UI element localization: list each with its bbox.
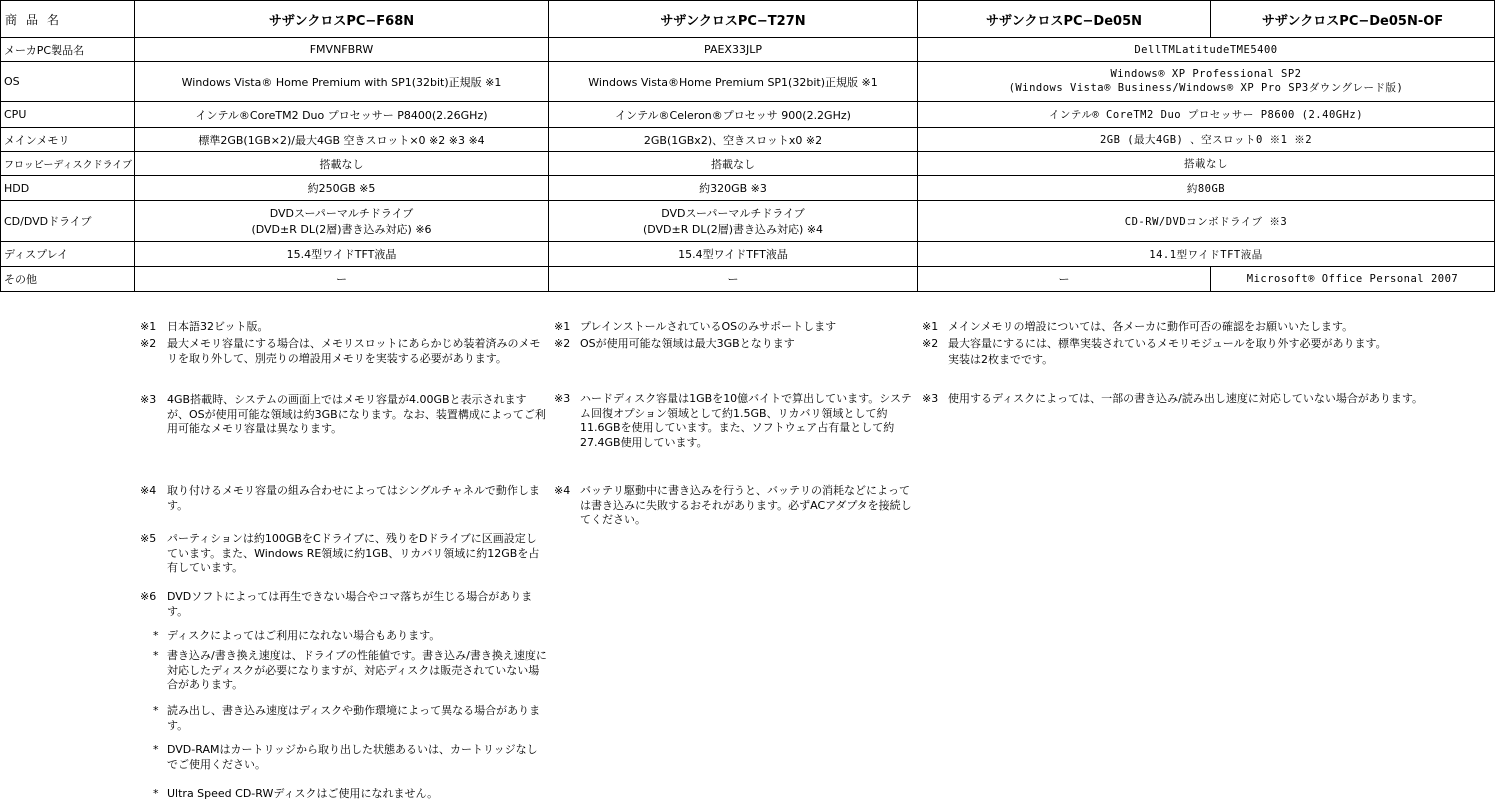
row-label: ディスプレイ xyxy=(1,242,135,267)
note-text: 取り付けるメモリ容量の組み合わせによってはシングルチャネルで動作します。 xyxy=(167,484,540,512)
row-memory xyxy=(1,128,1495,152)
cell: 搭載なし xyxy=(918,152,1495,176)
cell: インテル® CoreTM2 Duo プロセッサー P8600 (2.40GHz) xyxy=(918,102,1495,128)
note-mark: * xyxy=(153,649,159,662)
cell: ー xyxy=(549,267,918,292)
note-mark: ※2 xyxy=(922,337,939,350)
cell: 約320GB ※3 xyxy=(549,176,918,201)
note-mark: ※1 xyxy=(922,320,939,333)
cell: 15.4型ワイドTFT液晶 xyxy=(549,242,918,267)
row-hdd xyxy=(1,176,1495,201)
note-text: 実装は2枚までです。 xyxy=(948,353,1054,366)
cell: Windows Vista® Home Premium with SP1(32bit)正規版 ※1 xyxy=(135,62,549,102)
note-text: Ultra Speed CD-RWディスクはご使用になれません。 xyxy=(167,787,439,800)
note-text: 使用するディスクによっては、一部の書き込み/読み出し速度に対応していない場合があります。 xyxy=(948,392,1423,405)
product-f68n: サザンクロスPC−F68N xyxy=(135,1,549,38)
row-label: メインメモリ xyxy=(1,128,135,152)
note-text: 最大容量にするには、標準実装されているメモリモジュールを取り外す必要があります。 xyxy=(948,337,1387,350)
cell-line: DVDスーパーマルチドライブ xyxy=(269,207,414,220)
notes-t27n xyxy=(554,320,920,550)
note-text: ハードディスク容量は1GBを10億バイトで算出しています。システム回復オプション領域として約1.5GB、リカバリ領域として約11.6GBを使用しています。また、ソフトウェア占有量として約27.4GB使用しています。 xyxy=(580,392,912,449)
note-text: プレインストールされているOSのみサポートします xyxy=(580,320,837,333)
cell xyxy=(549,201,918,242)
row-os xyxy=(1,62,1495,102)
note-text: 4GB搭載時、システムの画面上ではメモリ容量が4.00GBと表示されますが、OSが使用可能な領域は約3GBになります。なお、装置構成によってご利用可能なメモリ容量は異なります。 xyxy=(167,393,546,435)
cell-line: (DVD±R DL(2層)書き込み対応) ※6 xyxy=(251,223,432,236)
cell: 2GB (最大4GB) 、空スロット0 ※1 ※2 xyxy=(918,128,1495,152)
note-mark: * xyxy=(153,743,159,756)
cell: 約80GB xyxy=(918,176,1495,201)
cell: CD-RW/DVDコンボドライブ ※3 xyxy=(918,201,1495,242)
cell: 2GB(1GBx2)、空きスロットx0 ※2 xyxy=(549,128,918,152)
row-label: CD/DVDドライブ xyxy=(1,201,135,242)
note-text: パーティションは約100GBをCドライブに、残りをDドライブに区画設定しています。また、Windows RE領域に約1GB、リカバリ領域に約12GBを占有しています。 xyxy=(167,532,540,574)
note-mark: * xyxy=(153,704,159,717)
row-label: メーカPC製品名 xyxy=(1,38,135,62)
note-mark: ※4 xyxy=(140,484,157,497)
note-mark: ※3 xyxy=(140,393,157,406)
note-mark: ※6 xyxy=(140,590,157,603)
note-text: 最大メモリ容量にする場合は、メモリスロットにあらかじめ装着済みのメモリを取り外して、別売りの増設用メモリを実装する必要があります。 xyxy=(167,337,541,365)
row-maker xyxy=(1,38,1495,62)
cell: FMVNFBRW xyxy=(135,38,549,62)
cell: ー xyxy=(135,267,549,292)
note-text: OSが使用可能な領域は最大3GBとなります xyxy=(580,337,795,350)
cell-line: Windows® XP Professional SP2 xyxy=(1110,68,1302,80)
row-label: フロッピーディスクドライブ xyxy=(1,152,135,176)
cell: ー xyxy=(918,267,1211,292)
cell: 標準2GB(1GB×2)/最大4GB 空きスロット×0 ※2 ※3 ※4 xyxy=(135,128,549,152)
product-t27n: サザンクロスPC−T27N xyxy=(549,1,918,38)
note-mark: * xyxy=(153,787,159,800)
cell: 15.4型ワイドTFT液晶 xyxy=(135,242,549,267)
note-mark: ※4 xyxy=(554,484,571,497)
row-other xyxy=(1,267,1495,292)
row-label: HDD xyxy=(1,176,135,201)
note-mark: ※3 xyxy=(922,392,939,405)
row-floppy xyxy=(1,152,1495,176)
header-label: 商品名 xyxy=(1,1,135,38)
note-mark: * xyxy=(153,629,159,642)
cell: Microsoft® Office Personal 2007 xyxy=(1211,267,1495,292)
note-text: バッテリ駆動中に書き込みを行うと、バッテリの消耗などによっては書き込みに失敗するおそれがあります。必ずACアダプタを接続してください。 xyxy=(580,484,912,526)
cell-line: (DVD±R DL(2層)書き込み対応) ※4 xyxy=(642,223,824,236)
note-text: 読み出し、書き込み速度はディスクや動作環境によって異なる場合があります。 xyxy=(167,704,541,732)
note-mark: ※2 xyxy=(140,337,157,350)
note-mark: ※2 xyxy=(554,337,571,350)
row-cpu xyxy=(1,102,1495,128)
cell: PAEX33JLP xyxy=(549,38,918,62)
row-label: OS xyxy=(1,62,135,102)
note-text: ディスクによってはご利用になれない場合もあります。 xyxy=(167,629,441,642)
notes-de05n xyxy=(922,320,1492,420)
note-text: メインメモリの増設については、各メーカに動作可否の確認をお願いいたします。 xyxy=(948,320,1354,333)
cell: Windows Vista®Home Premium SP1(32bit)正規版 ※1 xyxy=(549,62,918,102)
cell xyxy=(135,201,549,242)
cell: 約250GB ※5 xyxy=(135,176,549,201)
note-text: DVDソフトによっては再生できない場合やコマ落ちが生じる場合があります。 xyxy=(167,590,533,618)
cell-line: DVDスーパーマルチドライブ xyxy=(661,207,805,220)
notes-f68n xyxy=(140,320,550,800)
cell: DellTMLatitudeTME5400 xyxy=(918,38,1495,62)
cell-line: (Windows Vista® Business/Windows® XP Pro SP3ダウングレード版) xyxy=(1008,82,1404,94)
note-mark: ※3 xyxy=(554,392,571,405)
row-label: CPU xyxy=(1,102,135,128)
row-display xyxy=(1,242,1495,267)
note-text: DVD-RAMはカートリッジから取り出した状態あるいは、カートリッジなしでご使用ください。 xyxy=(167,743,538,771)
product-de05n: サザンクロスPC−De05N xyxy=(918,1,1211,38)
spec-table xyxy=(0,0,1495,292)
product-de05n-of: サザンクロスPC−De05N-OF xyxy=(1211,1,1495,38)
note-mark: ※5 xyxy=(140,532,157,545)
cell: 14.1型ワイドTFT液晶 xyxy=(918,242,1495,267)
cell: インテル®CoreTM2 Duo プロセッサー P8400(2.26GHz) xyxy=(135,102,549,128)
cell xyxy=(918,62,1495,102)
cell: 搭載なし xyxy=(549,152,918,176)
header-row xyxy=(1,1,1495,38)
note-text: 日本語32ビット版。 xyxy=(167,320,269,333)
cell: インテル®Celeron®プロセッサ 900(2.2GHz) xyxy=(549,102,918,128)
row-optical xyxy=(1,201,1495,242)
cell: 搭載なし xyxy=(135,152,549,176)
note-text: 書き込み/書き換え速度は、ドライブの性能値です。書き込み/書き換え速度に対応したディスクが必要になりますが、対応ディスクは販売されていない場合があります。 xyxy=(167,649,547,691)
note-mark: ※1 xyxy=(554,320,571,333)
row-label: その他 xyxy=(1,267,135,292)
note-mark: ※1 xyxy=(140,320,157,333)
